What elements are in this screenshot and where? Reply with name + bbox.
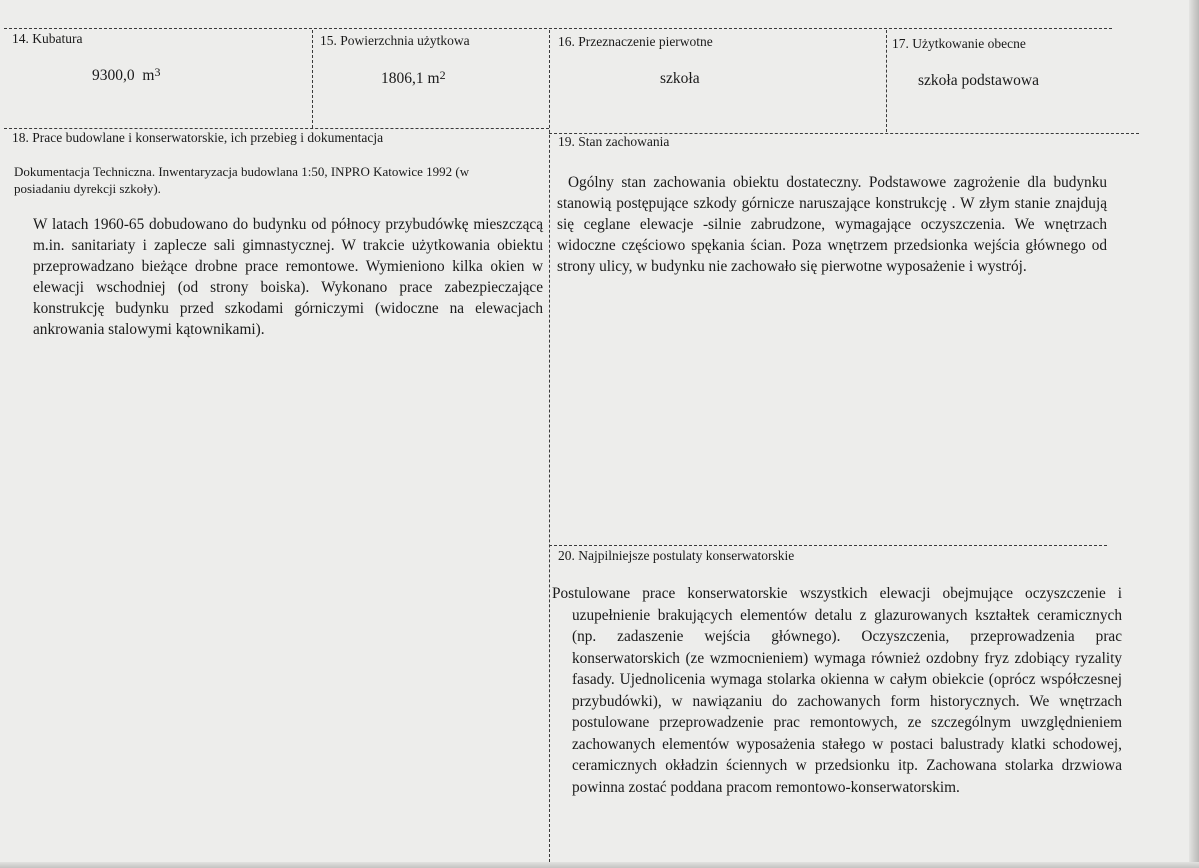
grid-line-col3 [886,30,887,132]
stan-description: Ogólny stan zachowania obiektu dostateczny. Podstawowe zagrożenie dla budynku stanowią postępujące szkody górnicze naruszające konstrukcję . W złym stanie znajdują się ceglane elewacje -silnie zabrudzone, wymagające oczyszczenia. We wnętrzach widoczne częściowo spękania ścian. Poza wnętrzem przedsionka wejścia głównego od strony ulicy, w budynku nie zachowało się pierwotne wyposażenie i wystrój. [557,174,1107,275]
field-value-kubatura [92,67,160,85]
field-label-przeznaczenie: 16. Przeznaczenie pierwotne [558,34,713,49]
section-label-prace: 18. Prace budowlane i konserwatorskie, ich przebieg i dokumentacja [12,130,384,145]
prace-description: W latach 1960-65 dobudowano do budynku od północy przybudówkę mieszczącą m.in. sanitariaty i zaplecze sali gimnastycznej. W trakcie użytkowania obiektu przeprowadzano bieżące drobne prace remontowe. Wymieniono kilka okien w elewacji wschodniej (od strony boiska). Wykonano prace zabezpieczające konstrukcję budynku przed szkodami górniczymi (widoczne na elewacjach ankrowania stalowymi kątownikami). [33,216,543,338]
page-edge-bottom [0,862,1199,868]
powierzchnia-unit: m [427,70,440,87]
kubatura-number: 9300,0 [92,67,135,84]
section-label-postulaty: 20. Najpilniejsze postulaty konserwatorskie [558,548,795,563]
prace-documentation-line2: posiadaniu dyrekcji szkoły). [14,181,161,196]
field-label-powierzchnia: 15. Powierzchnia użytkowa [320,33,470,48]
postulaty-description: Postulowane prace konserwatorskie wszystkich elewacji obejmujące oczyszczenie i uzupełnienie brakujących elementów detalu z glazurowanych kształtek ceramicznych (np. zadaszenie wejścia głównego). Oczyszczenia, przeprowadzenia prac konserwatorskich (ze wzmocnieniem) wymaga również ozdobny fryz zdobiący ryzality fasady. Ujednolicenia wymaga stolarka okienna w całym obiekcie (oprócz współczesnej przybudówki), w nawiązaniu do zachowanych form historycznych. We wnętrzach postulowane przeprowadzenie prac remontowych, ze szczególnym uwzględnieniem zachowanych elementów wyposażenia stałego w postaci balustrady klatki schodowej, ceramicznych okładzin ściennych w przedsionku itp. Zachowana stolarka drzwiowa powinna zostać poddana pracom remontowo-konserwatorskim. [552,585,1122,796]
powierzchnia-unit-exponent: 2 [439,68,446,82]
grid-line-top [4,28,1112,29]
powierzchnia-number: 1806,1 [381,70,424,87]
field-value-przeznaczenie: szkoła [660,70,700,87]
page-edge-right [1189,0,1199,868]
grid-line-col1 [312,30,313,128]
grid-line-sec20 [549,545,1107,546]
field-label-uzytkowanie: 17. Użytkowanie obecne [892,36,1026,51]
kubatura-unit-exponent: 3 [154,65,161,79]
section-label-stan: 19. Stan zachowania [558,134,670,149]
field-value-powierzchnia [381,70,446,88]
field-label-kubatura: 14. Kubatura [12,31,83,46]
field-value-uzytkowanie: szkoła podstawowa [918,72,1039,89]
kubatura-unit: m [142,67,155,84]
grid-line-col2 [549,30,550,862]
prace-documentation-line1: Dokumentacja Techniczna. Inwentaryzacja budowlana 1:50, INPRO Katowice 1992 (w [14,164,470,179]
grid-line-row1 [4,128,549,129]
